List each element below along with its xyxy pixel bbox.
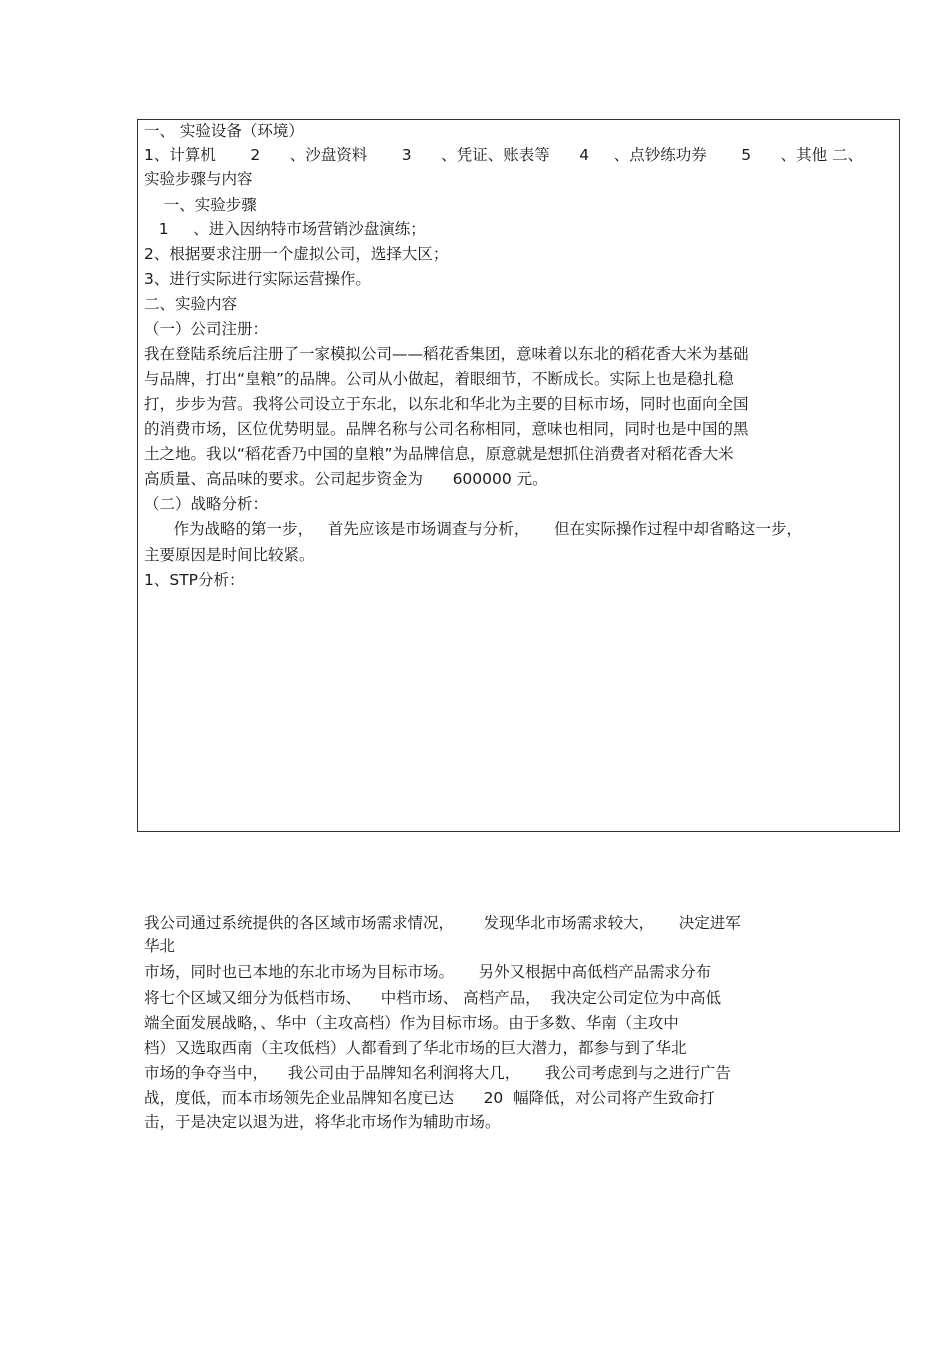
text-line: 击，于是决定以退为进，将华北市场作为辅助市场。 — [144, 1113, 501, 1131]
text-line: 一、 实验设备（环境） — [144, 122, 304, 140]
text-line: 一、实验步骤 — [144, 196, 257, 214]
text-line: 与品牌，打出“皇粮”的品牌。公司从小做起，着眼细节，不断成长。实际上也是稳扎稳 — [144, 370, 734, 388]
text-line: （一）公司注册： — [144, 320, 269, 338]
text-line: 端全面发展战略，、华中（主攻高档）作为目标市场。由于多数、华南（主攻中 — [144, 1014, 679, 1032]
text-line: 打，步步为营。我将公司设立于东北，以东北和华北为主要的目标市场，同时也面向全国 — [144, 395, 749, 413]
text-line: 1 、进入因纳特市场营销沙盘演练； — [144, 220, 426, 238]
text-line: 1、计算机 2 、沙盘资料 3 、凭证、账表等 4 、点钞练功券 5 、其他 二、 — [144, 146, 864, 164]
text-line: 档）又选取西南（主攻低档）人都看到了华北市场的巨大潜力，都参与到了华北 — [144, 1039, 687, 1057]
text-line: 华北 — [144, 937, 176, 955]
text-line: 二、实验内容 — [144, 295, 238, 313]
text-line: 主要原因是时间比较紧。 — [144, 546, 315, 564]
text-line: 市场的争夺当中， 我公司由于品牌知名利润将大几， 我公司考虑到与之进行广告 — [144, 1064, 731, 1082]
text-line: 我在登陆系统后注册了一家模拟公司——稻花香集团，意味着以东北的稻花香大米为基础 — [144, 345, 749, 363]
text-line: 土之地。我以“稻花香乃中国的皇粮”为品牌信息，原意就是想抓住消费者对稻花香大米 — [144, 445, 734, 463]
text-line: 3、进行实际进行实际运营操作。 — [144, 270, 371, 288]
text-line: 将七个区域又细分为低档市场、 中档市场、 高档产品， 我决定公司定位为中高低 — [144, 989, 721, 1007]
text-line: 我公司通过系统提供的各区域市场需求情况， 发现华北市场需求较大， 决定进军 — [144, 914, 741, 932]
text-line: 2、根据要求注册一个虚拟公司，选择大区； — [144, 245, 449, 263]
text-line: 市场，同时也已本地的东北市场为目标市场。 另外又根据中高低档产品需求分布 — [144, 963, 712, 981]
text-line: 1、STP分析： — [144, 571, 245, 589]
text-line: （二）战略分析： — [144, 495, 269, 513]
text-line: 作为战略的第一步， 首先应该是市场调查与分析， 但在实际操作过程中却省略这一步， — [144, 520, 802, 538]
text-line: 战，度低，而本市场领先企业品牌知名度已达 20 幅降低，对公司将产生致命打 — [144, 1089, 715, 1107]
text-line: 的消费市场，区位优势明显。品牌名称与公司名称相同，意味也相同，同时也是中国的黑 — [144, 420, 749, 438]
text-line: 高质量、高品味的要求。公司起步资金为 600000 元。 — [144, 470, 548, 488]
text-line: 实验步骤与内容 — [144, 170, 253, 188]
